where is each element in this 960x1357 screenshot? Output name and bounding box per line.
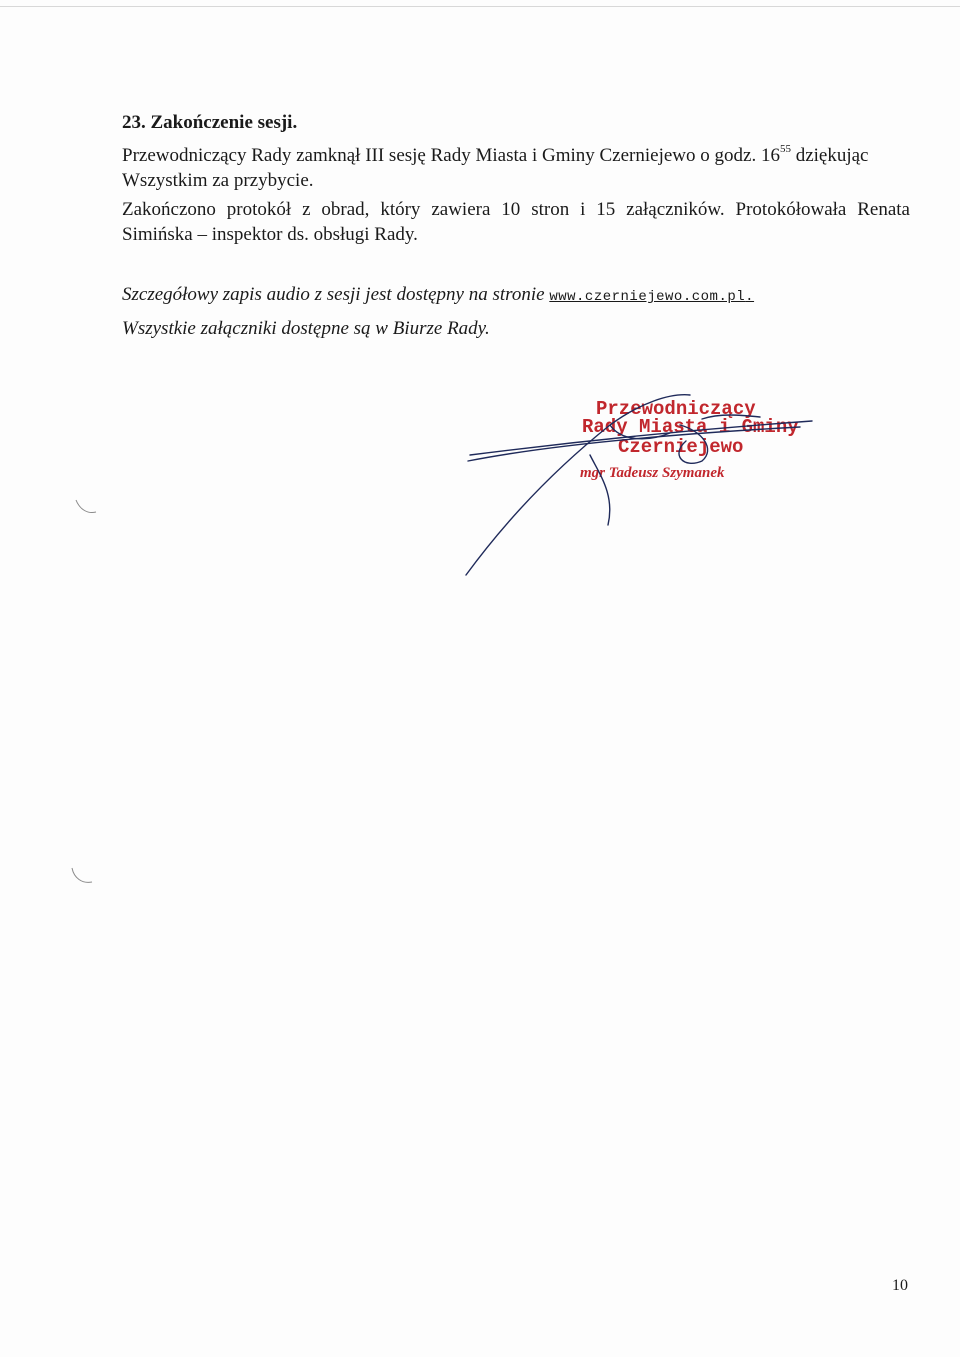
scan-mark-1 bbox=[74, 498, 98, 516]
section-heading: 23. Zakończenie sesji. bbox=[122, 112, 298, 133]
stamp-line-council: Rady Miasta i Gminy bbox=[582, 416, 799, 438]
protocol-line-1: Zakończono protokół z obrad, który zawiera 10 stron i 15 załączników. Protokółowała Renata bbox=[122, 199, 910, 220]
stamp-line-town: Czerniejewo bbox=[618, 436, 744, 458]
handwritten-signature bbox=[440, 385, 840, 585]
scan-edge-line bbox=[0, 6, 960, 7]
recording-note bbox=[122, 284, 754, 306]
website-link[interactable]: www.czerniejewo.com.pl bbox=[549, 289, 746, 305]
scan-mark-2 bbox=[70, 866, 94, 886]
time-minutes-superscript: 55 bbox=[779, 142, 791, 155]
page-number: 10 bbox=[892, 1277, 908, 1294]
protocol-paragraph bbox=[122, 197, 910, 247]
closing-line-2: Wszystkim za przybycie. bbox=[122, 170, 314, 191]
stamp-line-title: Przewodniczący bbox=[596, 398, 756, 420]
closing-line-1-tail: dziękując bbox=[790, 145, 869, 166]
protocol-line-2: Simińska – inspektor ds. obsługi Rady. bbox=[122, 224, 418, 245]
recording-note-text: Szczegółowy zapis audio z sesji jest dostępny na stronie bbox=[122, 284, 550, 305]
closing-line-1 bbox=[122, 143, 910, 168]
attachments-note: Wszystkie załączniki dostępne są w Biurze Rady. bbox=[122, 318, 490, 339]
closing-line-1-text: Przewodniczący Rady zamknął III sesję Rady Miasta i Gminy Czerniejewo o godz. 16 bbox=[122, 145, 780, 166]
stamp-line-name: mgr Tadeusz Szymanek bbox=[580, 465, 725, 481]
website-link-suffix: . bbox=[745, 289, 755, 305]
closing-paragraph bbox=[122, 143, 910, 193]
